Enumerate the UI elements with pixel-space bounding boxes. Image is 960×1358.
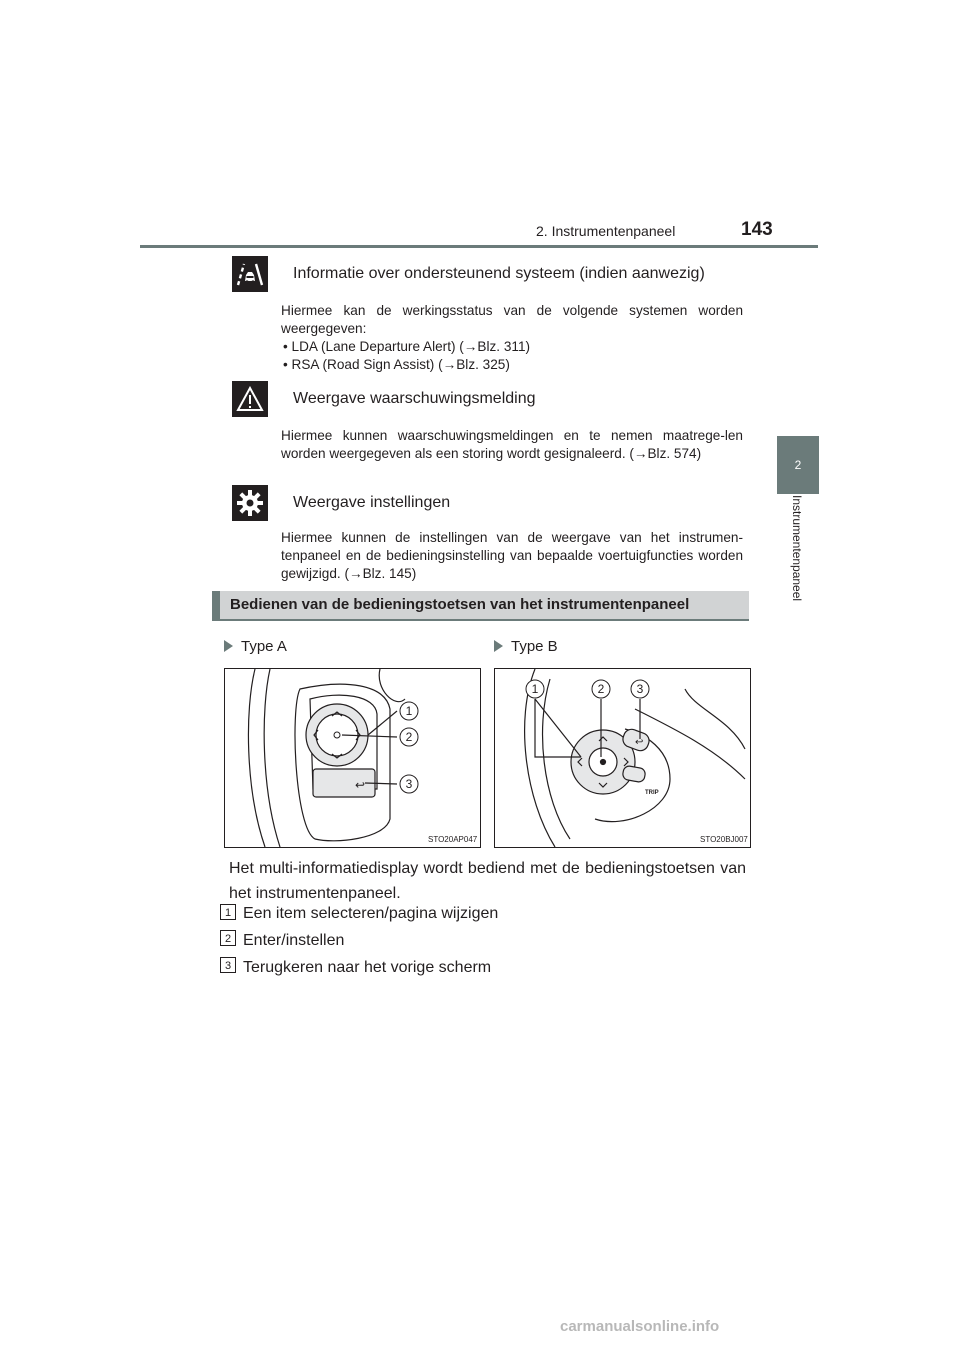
item-title-warning: Weergave waarschuwingsmelding: [293, 390, 536, 407]
page-number: 143: [741, 219, 773, 240]
section-heading: [212, 591, 749, 620]
steering-switch-a-illustration: [225, 669, 480, 847]
figure-code-a: STO20AP047: [428, 835, 478, 844]
warning-triangle-icon: [232, 381, 268, 417]
legend-number-3: 3: [220, 957, 236, 973]
callout-1: 1: [531, 682, 539, 696]
back-symbol: ↩: [635, 737, 644, 748]
running-header-section: 2. Instrumentenpaneel: [536, 223, 676, 239]
legend-text-2: Enter/instellen: [243, 932, 345, 949]
item-title-settings: Weergave instellingen: [293, 494, 451, 511]
chapter-label: [760, 495, 836, 655]
legend-number-1: 1: [220, 904, 236, 920]
figure-type-a: [224, 668, 481, 848]
callout-2: 2: [597, 682, 605, 696]
figure-type-b: [494, 668, 751, 848]
gear-icon: [232, 485, 268, 521]
item-text-support-system: Hiermee kan de werkingsstatus van de volgende systemen worden weergegeven:: [281, 303, 743, 336]
type-a-label: Type A: [224, 638, 287, 655]
intro-paragraph: Het multi-informatiedisplay wordt bediend met de bedieningstoetsen van het instrumentenpaneel.: [229, 860, 746, 902]
triangle-bullet-icon: [224, 640, 233, 652]
triangle-bullet-icon: [494, 640, 503, 652]
section-heading-rule: [212, 619, 749, 621]
chapter-tab: 2: [777, 436, 819, 494]
back-symbol: ↩: [355, 778, 366, 792]
callout-2: 2: [405, 730, 413, 744]
legend-text-3: Terugkeren naar het vorige scherm: [243, 959, 492, 976]
type-b-label: Type B: [494, 638, 558, 655]
header-divider: [140, 245, 818, 248]
lane-assist-icon: [232, 256, 268, 292]
figure-code-b: STO20BJ007: [700, 835, 748, 844]
legend-number-2: 2: [220, 930, 236, 946]
section-heading-text: Bedienen van de bedieningstoetsen van het instrumentenpaneel: [230, 596, 690, 613]
watermark: carmanualsonline.info: [560, 1318, 720, 1335]
item-text-settings: Hiermee kunnen de instellingen van de weergave van het instrumen-tenpaneel en de bedieningsinstelling van bepaalde voertuigfuncties worden gewijzigd. (→Blz. 145): [281, 530, 743, 581]
bullet-rsa: • RSA (Road Sign Assist) (→Blz. 325): [283, 357, 510, 372]
bullet-lda: • LDA (Lane Departure Alert) (→Blz. 311): [283, 339, 531, 354]
trip-label: TRIP: [645, 790, 659, 796]
steering-switch-b-illustration: [495, 669, 750, 847]
callout-1: 1: [405, 704, 413, 718]
item-text-warning: Hiermee kunnen waarschuwingsmeldingen en te nemen maatrege-len worden weergegeven als een storing wordt gesignaleerd. (→Blz. 574): [281, 428, 743, 461]
legend-text-1: Een item selecteren/pagina wijzigen: [243, 905, 499, 922]
item-title-support-system: Informatie over ondersteunend systeem (indien aanwezig): [293, 265, 705, 282]
callout-3: 3: [405, 777, 413, 791]
callout-3: 3: [636, 682, 644, 696]
chapter-label-text: Instrumentenpaneel: [790, 495, 804, 602]
